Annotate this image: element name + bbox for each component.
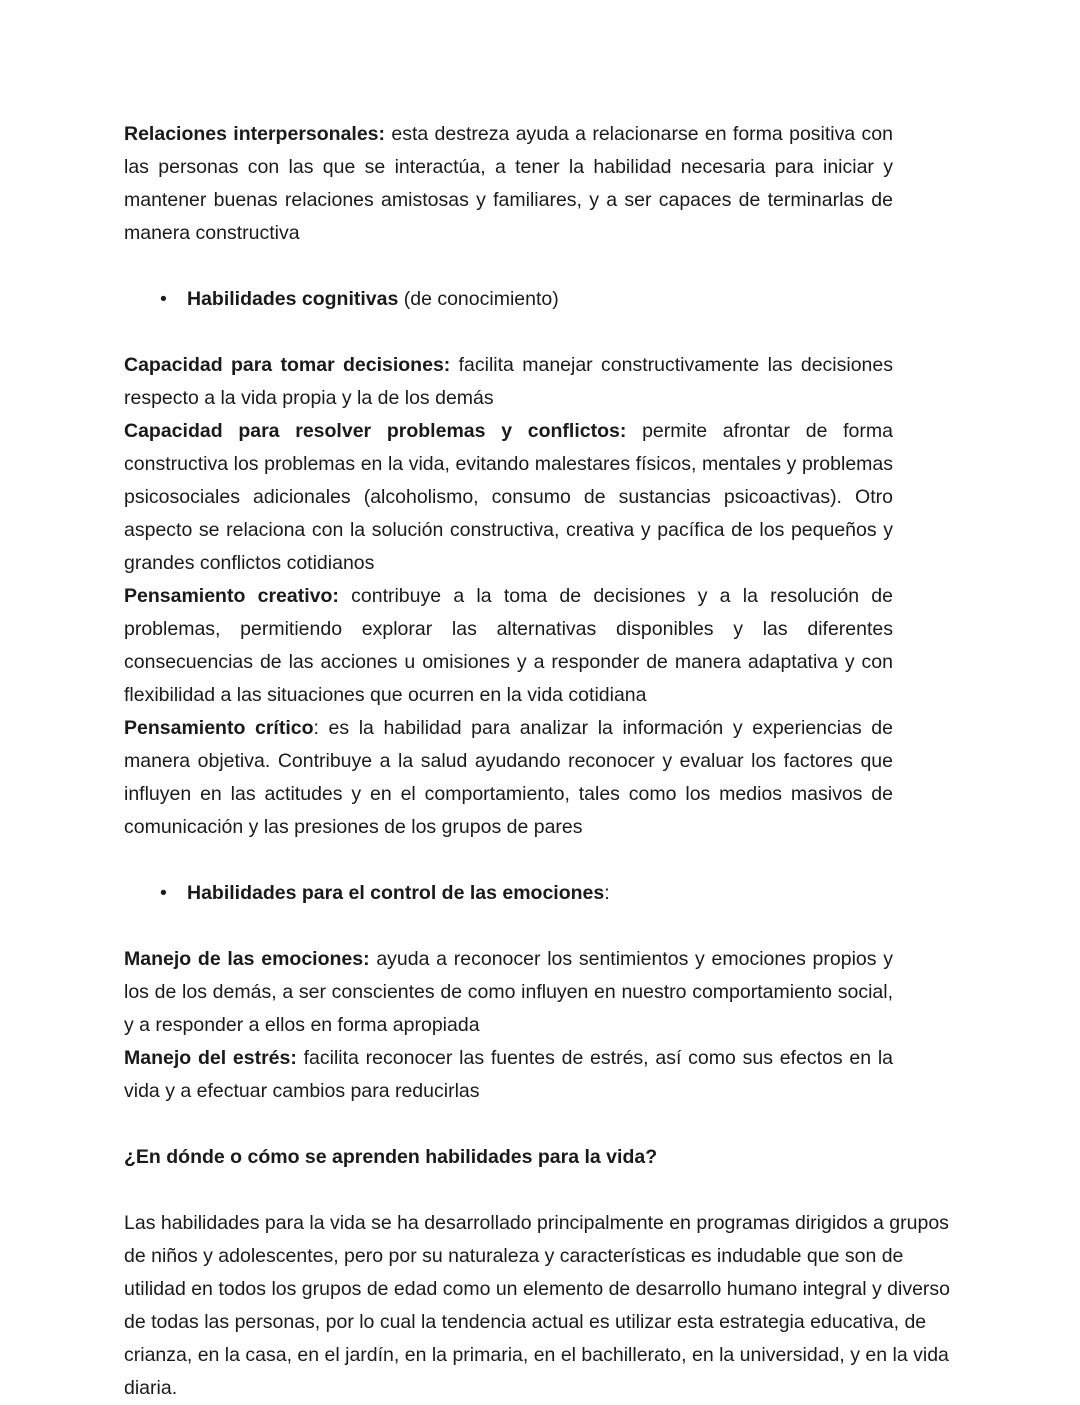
paragraph-critico-body: : es la habilidad para analizar la información y experiencias de manera objetiva. Contribuye a la salud ayudando reconocer y evaluar los factores que influyen en las actitudes y en el comportamiento, tales como los medios masivos de comunicación y las presiones de los grupos de pares (124, 717, 894, 838)
bullet-point-icon: • (160, 882, 167, 904)
spacer (124, 1174, 956, 1207)
paragraph-capacidad-resolver-problemas (124, 415, 893, 580)
paragraph-capacidad-tomar-decisiones (124, 349, 893, 415)
bullet-label-habilidades-cognitivas (187, 283, 956, 316)
paragraph-manejo-estres-body: facilita reconocer las fuentes de estrés, así como sus efectos en la vida y a efectuar cambios para reducirlas (124, 1047, 893, 1102)
paragraph-decisiones-lead: Capacidad para tomar decisiones: (124, 354, 451, 376)
spacer (124, 250, 956, 283)
paragraph-manejo-estres-lead: Manejo del estrés: (124, 1047, 297, 1069)
bullet-body-habilidades-cognitivas: (de conocimiento) (398, 288, 559, 310)
spacer (124, 844, 956, 877)
paragraph-creativo-body: contribuye a la toma de decisiones y a la resolución de problemas, permitiendo explorar las alternativas disponibles y las diferentes consecuencias de las acciones u omisiones y a responder de manera adaptativa y con flexibilidad a las situaciones que ocurren en la vida cotidiana (124, 585, 893, 706)
paragraph-problemas-body: permite afrontar de forma constructiva los problemas en la vida, evitando malestares físicos, mentales y problemas psicosociales adicionales (alcoholismo, consumo de sustancias psicoactivas). Otro aspecto se relaciona con la solución constructiva, creativa y pacífica de los pequeños y grandes conflictos cotidianos (124, 420, 893, 574)
paragraph-manejo-del-estres (124, 1042, 893, 1108)
bullet-item-control-emociones (160, 877, 956, 910)
spacer (124, 910, 956, 943)
document-content (124, 118, 956, 1405)
paragraph-creativo-lead: Pensamiento creativo: (124, 585, 339, 607)
bullet-lead-habilidades-cognitivas: Habilidades cognitivas (187, 288, 399, 310)
paragraph-manejo-de-las-emociones (124, 943, 893, 1042)
paragraph-closing: Las habilidades para la vida se ha desarrollado principalmente en programas dirigidos a grupos de niños y adolescentes, pero por su naturaleza y características es indudable que son de utilidad en todos los grupos de edad como un elemento de desarrollo humano integral y diverso de todas las personas, por lo cual la tendencia actual es utilizar esta estrategia educativa, de crianza, en la casa, en el jardín, en la primaria, en el bachillerato, en la universidad, y en la vida diaria. (124, 1212, 951, 1399)
paragraph-manejo-emociones-lead: Manejo de las emociones: (124, 948, 370, 970)
paragraph-pensamiento-creativo (124, 580, 893, 712)
spacer (124, 1108, 956, 1141)
paragraph-manejo-emociones-body: ayuda a reconocer los sentimientos y emociones propios y los de los demás, a ser conscientes de como influyen en nuestro comportamiento social, y a responder a ellos en forma apropiada (124, 948, 893, 1036)
paragraph-decisiones-body: facilita manejar constructivamente las decisiones respecto a la vida propia y la de los demás (124, 354, 893, 409)
bullet-label-control-emociones (187, 877, 956, 910)
paragraph-problemas-lead: Capacidad para resolver problemas y conflictos: (124, 420, 627, 442)
bullet-body-control-emociones: : (604, 882, 610, 904)
bullet-point-icon: • (160, 288, 167, 310)
bullet-item-habilidades-cognitivas (160, 283, 956, 316)
section-heading-donde-como-se-aprenden: ¿En dónde o cómo se aprenden habilidades para la vida? (124, 1146, 658, 1168)
spacer (124, 316, 956, 349)
paragraph-pensamiento-critico (124, 712, 893, 844)
paragraph-relaciones-body: esta destreza ayuda a relacionarse en forma positiva con las personas con las que se interactúa, a tener la habilidad necesaria para iniciar y mantener buenas relaciones amistosas y familiares, y a ser capaces de terminarlas de manera constructiva (124, 123, 893, 244)
paragraph-relaciones-lead: Relaciones interpersonales: (124, 123, 386, 145)
bullet-lead-control-emociones: Habilidades para el control de las emociones (187, 882, 605, 904)
paragraph-relaciones-interpersonales (124, 118, 893, 250)
paragraph-critico-lead: Pensamiento crítico (124, 717, 314, 739)
